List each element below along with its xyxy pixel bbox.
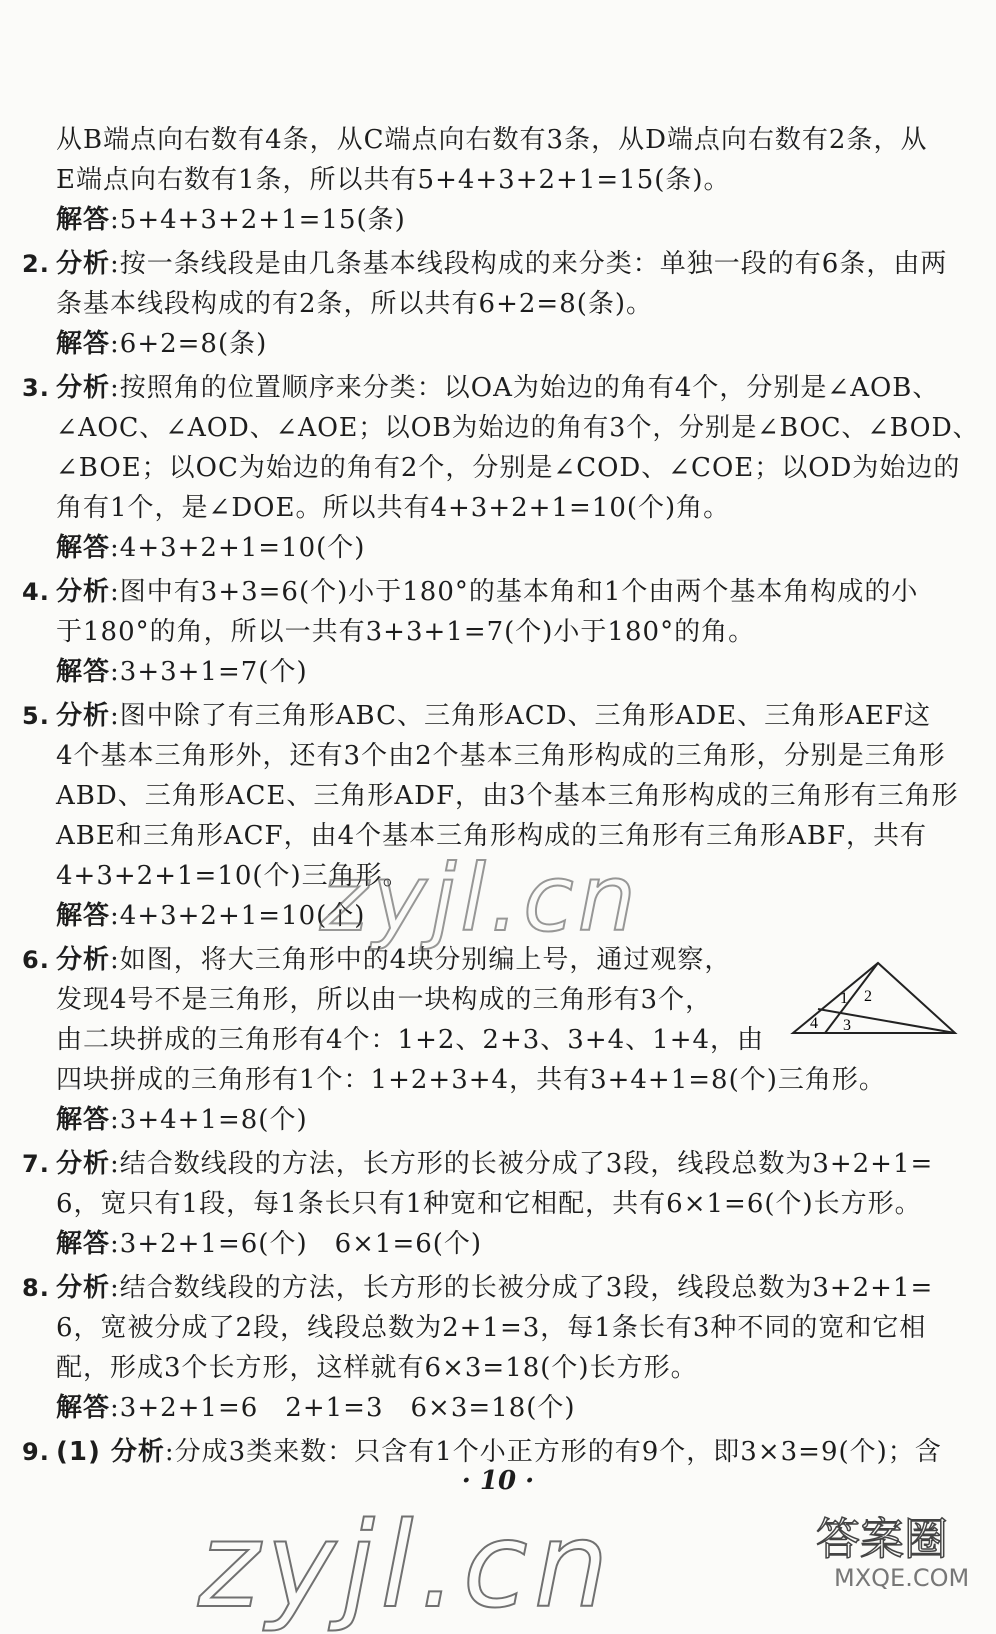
watermark-mid: zyjl.cn [320,845,640,952]
text-line [0,1184,996,1224]
question-number: 8. [22,1274,50,1302]
answer-label: 解答 [56,1229,111,1259]
line-text: ∠AOC、∠AOD、∠AOE；以OB为始边的角有3个，分别是∠BOC、∠BOD、 [56,413,979,443]
text-line [0,1268,996,1308]
line-text: 6，宽被分成了2段，线段总数为2+1=3，每1条长有3种不同的宽和它相 [56,1313,927,1343]
answer-label: 解答 [56,1105,111,1135]
line-text: :图中除了有三角形ABC、三角形ACD、三角形ADE、三角形AEF这 [110,701,931,731]
watermark-logo [812,1502,982,1592]
line-text: 配，形成3个长方形，这样就有6×3=18(个)长方形。 [56,1353,698,1383]
text-line [0,572,996,612]
line-text: 条基本线段构成的有2条，所以共有6+2=8(条)。 [56,289,654,319]
answer-label: 解答 [56,533,111,563]
text-line [0,612,996,652]
text-line [0,324,996,364]
line-text: :如图，将大三角形中的4块分别编上号，通过观察， [110,945,732,975]
region-label-1: 1 [840,990,848,1007]
line-text: :图中有3+3=6(个)小于180°的基本角和1个由两个基本角构成的小 [110,577,919,607]
text-line [0,1388,996,1428]
line-text: 于180°的角，所以一共有3+3+1=7(个)小于180°的角。 [56,617,756,647]
line-text: :5+4+3+2+1=15(条) [110,205,406,235]
analysis-label: 分析 [56,577,111,607]
analysis-label: 分析 [56,249,111,279]
line-text: ABD、三角形ACE、三角形ADF，由3个基本三角形构成的三角形有三角形 [56,781,959,811]
divider-line-2 [818,1009,955,1033]
text-line [0,736,996,776]
line-text: 四块拼成的三角形有1个：1+2+3+4，共有3+4+1=8(个)三角形。 [56,1065,886,1095]
watermark-bottom: zyjl.cn [198,1496,615,1634]
line-text: :结合数线段的方法，长方形的长被分成了3段，线段总数为3+2+1= [110,1273,934,1303]
answer-label: 解答 [56,657,111,687]
line-text: :3+3+1=7(个) [110,657,308,687]
question-number: 5. [22,702,50,730]
line-text: 角有1个，是∠DOE。所以共有4+3+2+1=10(个)角。 [56,493,731,523]
line-text: 4+3+2+1=10(个)三角形。 [56,861,410,891]
text-line [0,244,996,284]
line-text: :按一条线段是由几条基本线段构成的来分类：单独一段的有6条，由两 [110,249,948,279]
analysis-label: 分析 [56,1149,111,1179]
line-text: 发现4号不是三角形，所以由一块构成的三角形有3个， [56,985,713,1015]
analysis-label: 分析 [56,945,111,975]
text-line [0,1224,996,1264]
analysis-label: 分析 [56,701,111,731]
line-text: :3+4+1=8(个) [110,1105,308,1135]
text-line [0,1144,996,1184]
line-text: :按照角的位置顺序来分类：以OA为始边的角有4个，分别是∠AOB、 [110,373,940,403]
text-line [0,1308,996,1348]
text-line [0,120,996,160]
answer-label: 解答 [56,1393,111,1423]
watermark-logo-text: 答案圈 [816,1514,948,1565]
line-text: :分成3类来数：只含有1个小正方形的有9个，即3×3=9(个)；含 [164,1437,942,1467]
line-text: :结合数线段的方法，长方形的长被分成了3段，线段总数为3+2+1= [110,1149,934,1179]
analysis-label: 分析 [56,1273,111,1303]
question-number: 2. [22,250,50,278]
region-label-4: 4 [810,1015,818,1032]
text-line [0,696,996,736]
analysis-label: 分析 [56,373,111,403]
triangle-figure [790,958,960,1038]
line-text: ∠BOE；以OC为始边的角有2个，分别是∠COD、∠COE；以OD为始边的 [56,453,961,483]
text-line [0,1060,996,1100]
line-text: 由二块拼成的三角形有4个：1+2、2+3、3+4、1+4，由 [56,1025,765,1055]
answer-label: 解答 [56,901,111,931]
line-text: :3+2+1=6 2+1=3 6×3=18(个) [110,1393,576,1423]
line-text: :4+3+2+1=10(个) [110,533,366,563]
line-text: E端点向右数有1条，所以共有5+4+3+2+1=15(条)。 [56,165,731,195]
text-line [0,488,996,528]
text-line [0,776,996,816]
text-line [0,368,996,408]
line-text: :3+2+1=6(个) 6×1=6(个) [110,1229,483,1259]
text-line [0,408,996,448]
page-number: · 10 · [461,1466,535,1496]
answer-label: 解答 [56,205,111,235]
question-number: 6. [22,946,50,974]
watermark-logo-url: MXQE.COM [834,1564,970,1592]
question-number: 7. [22,1150,50,1178]
analysis-label: (1) 分析 [56,1437,165,1467]
line-text: :4+3+2+1=10(个) [110,901,366,931]
text-line [0,528,996,568]
text-line [0,284,996,324]
region-label-3: 3 [843,1017,851,1034]
text-line [0,160,996,200]
question-number: 9. [22,1438,50,1466]
region-label-2: 2 [864,988,872,1005]
text-line [0,1100,996,1140]
line-text: ABE和三角形ACF，由4个基本三角形构成的三角形有三角形ABF，共有 [56,821,928,851]
text-line [0,652,996,692]
line-text: 6，宽只有1段，每1条长只有1种宽和它相配，共有6×1=6(个)长方形。 [56,1189,922,1219]
question-number: 3. [22,374,50,402]
question-number: 4. [22,578,50,606]
line-text: 4个基本三角形外，还有3个由2个基本三角形构成的三角形，分别是三角形 [56,741,946,771]
line-text: :6+2=8(条) [110,329,268,359]
text-line [0,448,996,488]
text-line [0,200,996,240]
answer-label: 解答 [56,329,111,359]
text-line [0,1348,996,1388]
line-text: 从B端点向右数有4条，从C端点向右数有3条，从D端点向右数有2条，从 [56,125,928,155]
